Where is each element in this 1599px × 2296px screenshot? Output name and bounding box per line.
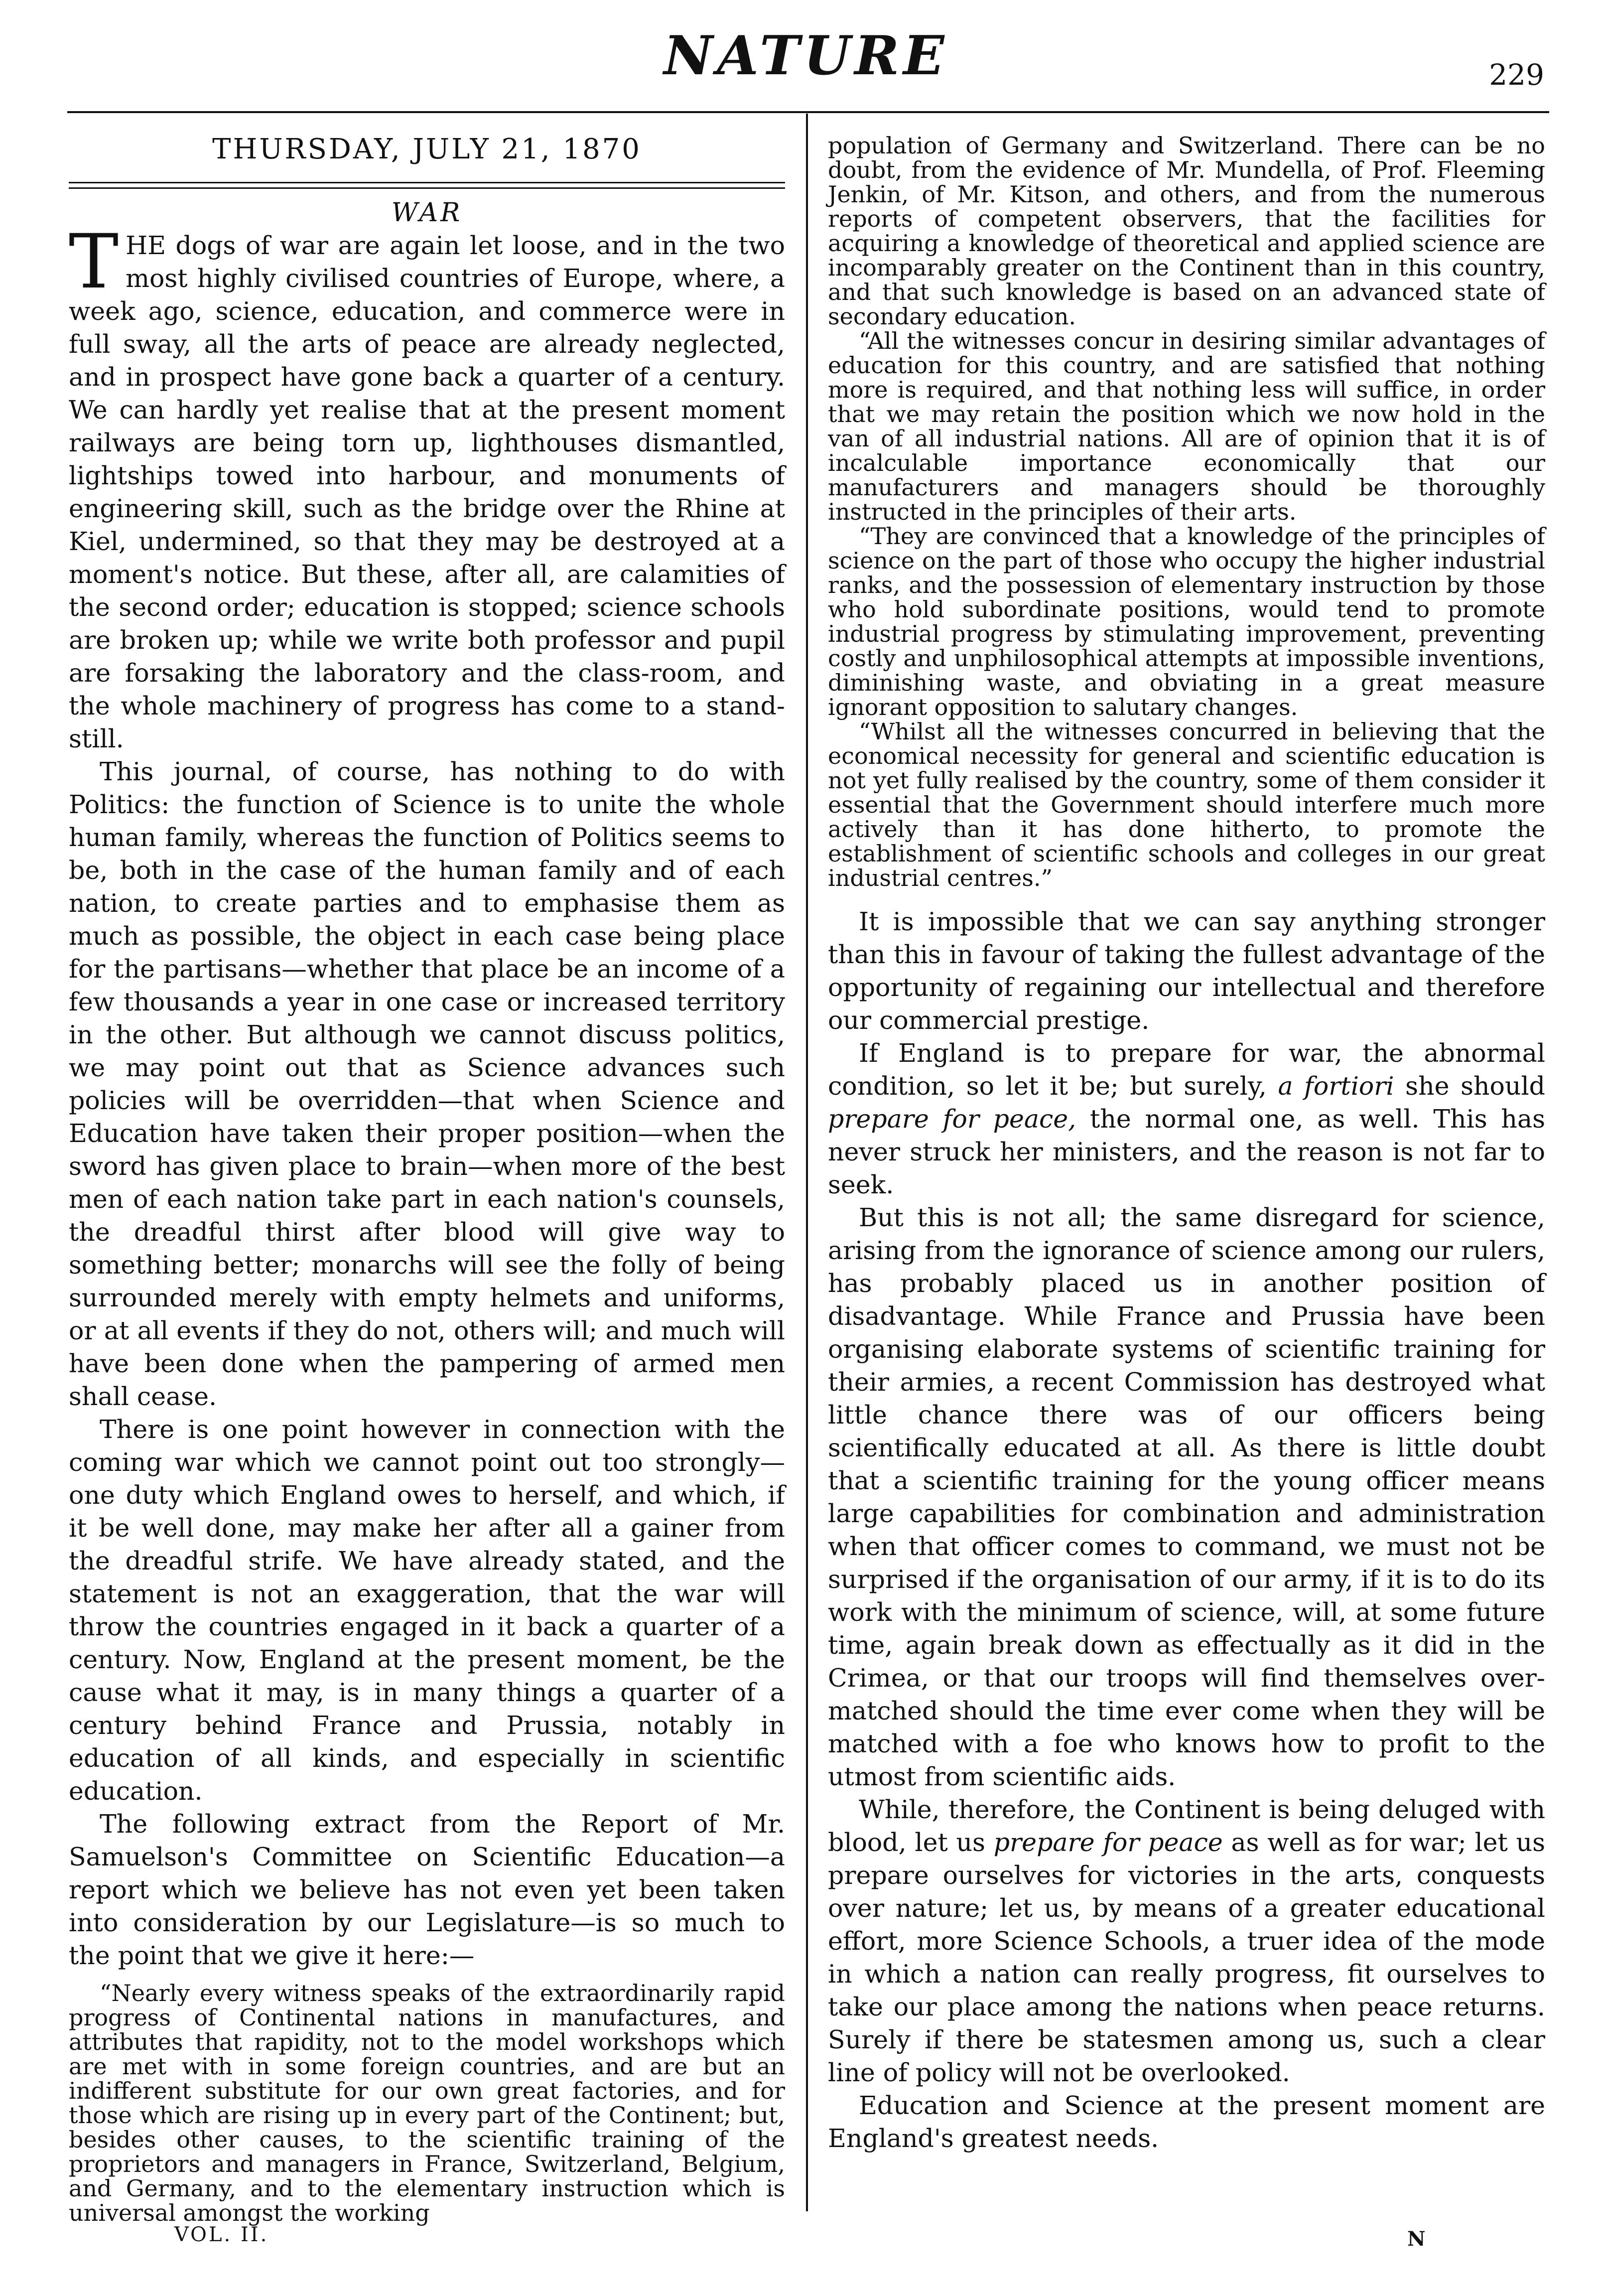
paragraph-extract-intro: The following extract from the Report of Mr. Samuelson's Committee on Scientific Education—a report which we believe has not even yet been taken into consideration by our Legislature—is so much to the point that we give it here:— <box>69 1809 785 1970</box>
journal-title: NATURE <box>664 24 948 87</box>
left-column <box>69 132 785 2225</box>
right-column <box>828 134 1545 2155</box>
signature-mark: N <box>1407 2227 1426 2251</box>
column-divider <box>806 114 808 2211</box>
drop-cap: T <box>69 219 119 305</box>
quote-continuation: population of Germany and Switzerland. There can be no doubt, from the evidence of Mr. Mundella, of Prof. Fleeming Jenkin, of Mr. Kitson, and others, and from the numerous reports of competent observers, that the facilities for acquiring a knowledge of theoretical and applied science are incomparably greater on the Continent than in this country, and that such knowledge is based on an advanced state of secondary education. <box>828 132 1545 330</box>
article-title: WAR <box>391 198 463 228</box>
quote-nearly-every-witness: “Nearly every witness speaks of the extraordinarily rapid progress of Continental nations in manufactures, and attributes that rapidity, not to the model workshops which are met with in some foreign countries, and are but an indifferent substitute for our own great factories, and for those which are rising up in every part of the Continent; but, besides other causes, to the scientific training of the proprietors and managers in France, Switzerland, Belgium, and Germany, and to the elementary instruction which is universal amongst the working <box>69 1980 785 2226</box>
page-number: 229 <box>1489 58 1544 92</box>
paragraph-impossible: It is impossible that we can say anything stronger than this in favour of taking the fullest advantage of the opportunity of regaining our intellectual and therefore our commercial prestige. <box>828 907 1545 1035</box>
paragraph-prepare-for-war <box>828 1037 1545 1201</box>
quote-convinced: “They are convinced that a knowledge of the principles of science on the part of those who occupy the higher industrial ranks, and the possession of elementary instruction by those who hold subordinate positions, would tend to promote industrial progress by stimulating improvement, preventing costly and unphilosophical attempts at impossible inventions, diminishing waste, and obviating in a great measure ignorant opposition to salutary changes. <box>828 523 1545 720</box>
paragraph-duty: There is one point however in connection with the coming war which we cannot point out too strongly—one duty which England owes to herself, and which, if it be well done, may make her after all a gainer from the dreadful strife. We have already stated, and the statement is not an exaggeration, that the war will throw the countries engaged in it back a quarter of a century. Now, England at the present moment, be the cause what it may, is in many things a quarter of a century behind France and Prussia, notably in education of all kinds, and especially in scientific education. <box>69 1415 785 1806</box>
text-segment: the normal one, as well. This has never struck her ministers, and the reason is not far to seek. <box>828 1104 1545 1199</box>
header-rule <box>67 111 1549 113</box>
paragraph-disregard-for-science: But this is not all; the same disregard for science, arising from the ignorance of science among our rulers, has probably placed us in another position of disadvantage. While France and Prussia have been organising elaborate systems of scientific training for their armies, a recent Commission has destroyed what little chance there was of our officers being scientifically educated at all. As there is little doubt that a scientific training for the young officer means large capabilities for combination and administration when that officer comes to command, we must not be surprised if the organisation of our army, if it is to do its work with the minimum of science, will, at some future time, again break down as effectually as it did in the Crimea, or that our troops will find themselves over-matched should the time ever come when they will be matched with a foe who knows how to profit to the utmost from scientific aids. <box>828 1203 1545 1791</box>
text-segment: If England is to prepare for war, the abnormal condition, so let it be; but surely, <box>828 1038 1545 1101</box>
quote-whilst: “Whilst all the witnesses concurred in believing that the economical necessity for general and scientific education is not yet fully realised by the country, some of them consider it essential that the Government should interfere much more actively than it has done hitherto, to promote the establishment of scientific schools and colleges in our great industrial centres.” <box>828 718 1545 891</box>
volume-label: VOL. II. <box>174 2223 269 2246</box>
emphasis-prepare-for-peace: prepare for peace, <box>828 1104 1076 1134</box>
paragraph-politics: This journal, of course, has nothing to do with Politics: the function of Science is to unite the whole human family, whereas the function of Politics seems to be, both in the case of the human family and of each nation, to create parties and to emphasise them as much as possible, the object in each case being place for the partisans—whether that place be an income of a few thousands a year in one case or increased territory in the other. But although we cannot discuss politics, we may point out that as Science advances such policies will be overridden—that when Science and Education have taken their proper position—when the sword has given place to brain—when more of the best men of each nation take part in each nation's counsels, the dreadful thirst after blood will give way to something better; monarchs will see the folly of being surrounded merely with empty helmets and uniforms, or at all events if they do not, others will; and much will have been done when the pampering of armed men shall cease. <box>69 757 785 1411</box>
text-segment: as well as for war; let us prepare ourselves for victories in the arts, conquests over nature; let us, by means of a greater educational effort, more Science Schools, a truer idea of the mode in which a nation can really progress, fit ourselves to take our place among the nations when peace returns. Surely if there be statesmen among us, such a clear line of policy will not be overlooked. <box>828 1828 1545 2087</box>
emphasis-prepare-for-peace: prepare for peace <box>993 1828 1223 1857</box>
paragraph-continent-deluged <box>828 1793 1545 2089</box>
quote-all-witnesses: “All the witnesses concur in desiring similar advantages of education for this country, and are satisfied that nothing more is required, and that nothing less will suffice, in order that we may retain the position which we now hold in the van of all industrial nations. All are of opinion that it is of incalculable importance economically that our manufacturers and managers should be thoroughly instructed in the principles of their arts. <box>828 327 1545 525</box>
text-segment: While, therefore, the Continent is being deluged with blood, let us <box>828 1795 1545 1857</box>
text-segment: she should <box>1405 1071 1545 1101</box>
dateline: THURSDAY, JULY 21, 1870 <box>69 132 785 183</box>
paragraph-greatest-needs: Education and Science at the present moment are England's greatest needs. <box>828 2091 1545 2153</box>
paragraph-opening <box>69 219 785 755</box>
emphasis-a-fortiori: a fortiori <box>1278 1071 1394 1101</box>
paragraph-opening-text: HE dogs of war are again let loose, and in the two most highly civilised countries of Europe, where, a week ago, science, education, and commerce were in full sway, all the arts of peace are already neglected, and in prospect have gone back a quarter of a century. We can hardly yet realise that at the present moment railways are being torn up, lighthouses dismantled, lightships towed into harbour, and monuments of engineering skill, such as the bridge over the Rhine at Kiel, undermined, so that they may be destroyed at a moment's notice. But these, after all, are calamities of the second order; education is stopped; science schools are broken up; while we write both professor and pupil are forsaking the laboratory and the class-room, and the whole machinery of progress has come to a stand-still. <box>69 231 785 753</box>
